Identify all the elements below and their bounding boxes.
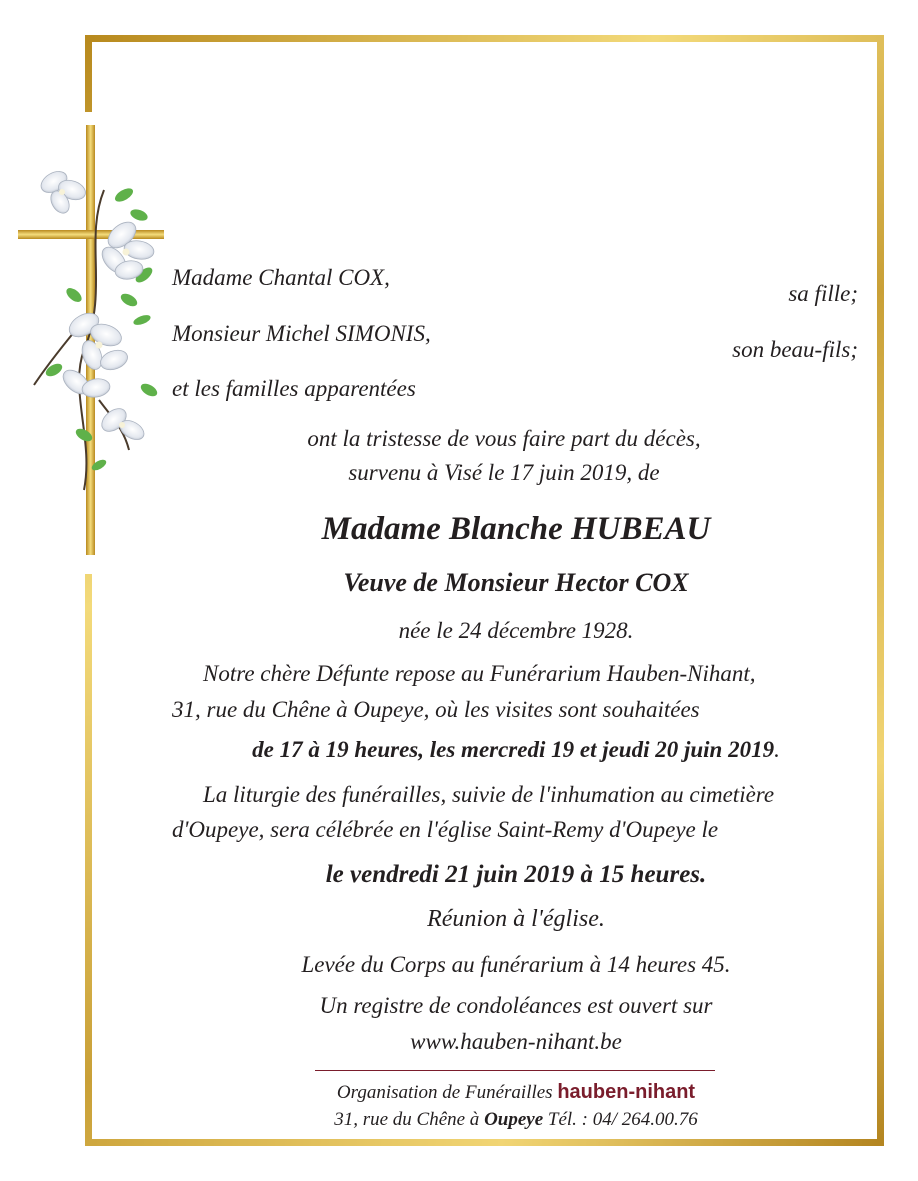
meeting-place: Réunion à l'église. [427, 906, 605, 932]
visitation-line: Notre chère Défunte repose au Funérarium Hauben-Nihant, [203, 661, 756, 686]
brand-logo: hauben-nihant [557, 1081, 696, 1103]
family-member-relation: son beau-fils; [732, 337, 858, 362]
organisation-line [172, 1082, 860, 1102]
address-line [172, 1110, 860, 1129]
condolences-url[interactable]: www.hauben-nihant.be [410, 1029, 622, 1054]
footer-divider [315, 1070, 715, 1071]
visitation-hours [172, 738, 860, 761]
funeral-line: La liturgie des funérailles, suivie de l'inhumation au cimetière [203, 782, 775, 807]
levee-du-corps: Levée du Corps au funérarium à 14 heures 45. [301, 952, 731, 977]
address-prefix: 31, rue du Chêne à [334, 1109, 480, 1130]
announcement-line: survenu à Visé le 17 juin 2019, de [348, 460, 660, 485]
visitation-hours-bold: de 17 à 19 heures, les mercredi 19 et jeudi 20 juin 2019 [252, 737, 775, 762]
family-extended: et les familles apparentées [172, 376, 416, 401]
funeral-line: d'Oupeye, sera célébrée en l'église Saint-Remy d'Oupeye le [172, 817, 719, 842]
condolences-line: Un registre de condoléances est ouvert sur [319, 993, 713, 1018]
floral-cross-icon [14, 120, 174, 560]
organisation-label: Organisation de Funérailles [336, 1082, 553, 1103]
birth-date: née le 24 décembre 1928. [398, 618, 634, 643]
address-city: Oupeye [484, 1109, 544, 1130]
visitation-line: 31, rue du Chêne à Oupeye, où les visites sont souhaitées [172, 697, 700, 722]
family-member-name: Monsieur Michel SIMONIS, [172, 321, 431, 346]
widow-of: Veuve de Monsieur Hector COX [343, 568, 689, 597]
family-member-relation: sa fille; [788, 281, 858, 306]
visitation-hours-end: . [774, 737, 780, 762]
funeral-date: le vendredi 21 juin 2019 à 15 heures. [325, 861, 707, 888]
announcement-line: ont la tristesse de vous faire part du décès, [307, 426, 701, 451]
family-member-name: Madame Chantal COX, [172, 265, 390, 290]
deceased-name: Madame Blanche HUBEAU [321, 511, 711, 547]
phone: Tél. : 04/ 264.00.76 [547, 1109, 698, 1130]
